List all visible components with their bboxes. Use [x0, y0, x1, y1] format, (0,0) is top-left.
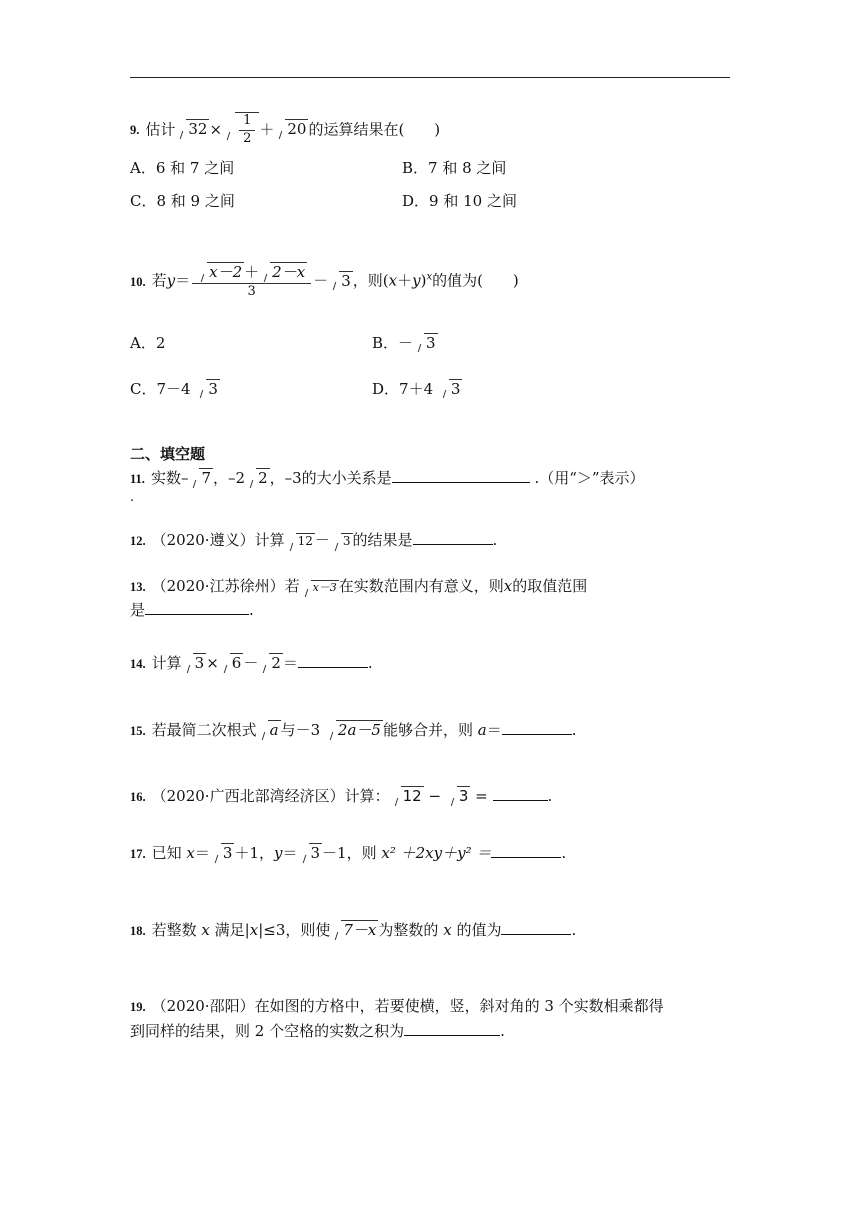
q9-option-b: B．7 和 8 之间	[402, 159, 507, 177]
answer-blank[interactable]	[413, 530, 493, 545]
q11-trailing-dot: .	[130, 490, 135, 505]
question-18: 18. 若整数 x 满足|x|≤3，则使 7－x 为整数的 x 的值为 .	[130, 921, 577, 939]
question-17: 17. 已知 x＝ 3 ＋1，y＝ 3 －1，则 x² ＋2xy＋y² ＝ .	[130, 844, 567, 862]
q10-option-b: B．－ 3	[372, 334, 436, 352]
question-13: 13. （2020·江苏徐州）若 x－3 在实数范围内有意义，则x的取值范围	[130, 577, 588, 595]
section-heading-fill-in: 二、填空题	[130, 445, 206, 463]
q10-fraction: $\frac{x-2 + 2-x}{3}$	[192, 263, 311, 300]
question-15: 15. 若最简二次根式 a 与－3 2a－5 能够合并，则 a＝ .	[130, 721, 577, 739]
q9-option-d: D．9 和 10 之间	[402, 192, 517, 210]
question-10: 10. 若y＝ $\frac{x-2 + 2-x}{3}$ － 3 ，则$(x+y)^x$的值为( )	[130, 263, 519, 299]
question-11: 11. 实数– 7 ，–2 2 ，–3的大小关系是 .（用“＞”表示）	[130, 469, 645, 487]
question-13-line2: 是 .	[130, 601, 254, 619]
q10-option-c: C．7－4 3	[130, 380, 218, 398]
question-19: 19. （2020·邵阳）在如图的方格中，若要使横，竖，斜对角的 3 个实数相乘都得	[130, 997, 664, 1015]
answer-blank[interactable]	[491, 843, 561, 858]
sqrt-32: 32	[177, 120, 209, 140]
question-19-line2: 到同样的结果，则 2 个空格的实数之积为 .	[130, 1022, 505, 1040]
q9-option-a: A．6 和 7 之间	[130, 159, 235, 177]
q9-option-c: C．8 和 9 之间	[130, 192, 235, 210]
question-9: 9. 估计 32 × $\frac{1}{2}$ ＋ 20 的运算结果在( )	[130, 113, 441, 146]
answer-blank[interactable]	[392, 468, 530, 483]
q10-option-a: A．2	[130, 334, 166, 352]
header-rule	[130, 77, 730, 78]
question-12: 12. （2020·遵义）计算 12 － 3 的结果是 .	[130, 531, 498, 549]
sqrt-20: 20	[276, 120, 308, 140]
answer-blank[interactable]	[502, 720, 572, 735]
answer-blank[interactable]	[298, 653, 368, 668]
answer-blank[interactable]	[493, 786, 548, 801]
question-14: 14. 计算 3 × 6 － 2 ＝ .	[130, 654, 373, 672]
question-16: 16. （2020·广西北部湾经济区）计算： 12 − 3 = .	[130, 787, 553, 805]
answer-blank[interactable]	[501, 920, 571, 935]
answer-blank[interactable]	[404, 1021, 500, 1036]
answer-blank[interactable]	[145, 600, 249, 615]
q10-option-d: D．7＋4 3	[372, 380, 461, 398]
sqrt-one-half: $\frac{1}{2}$	[224, 112, 259, 148]
